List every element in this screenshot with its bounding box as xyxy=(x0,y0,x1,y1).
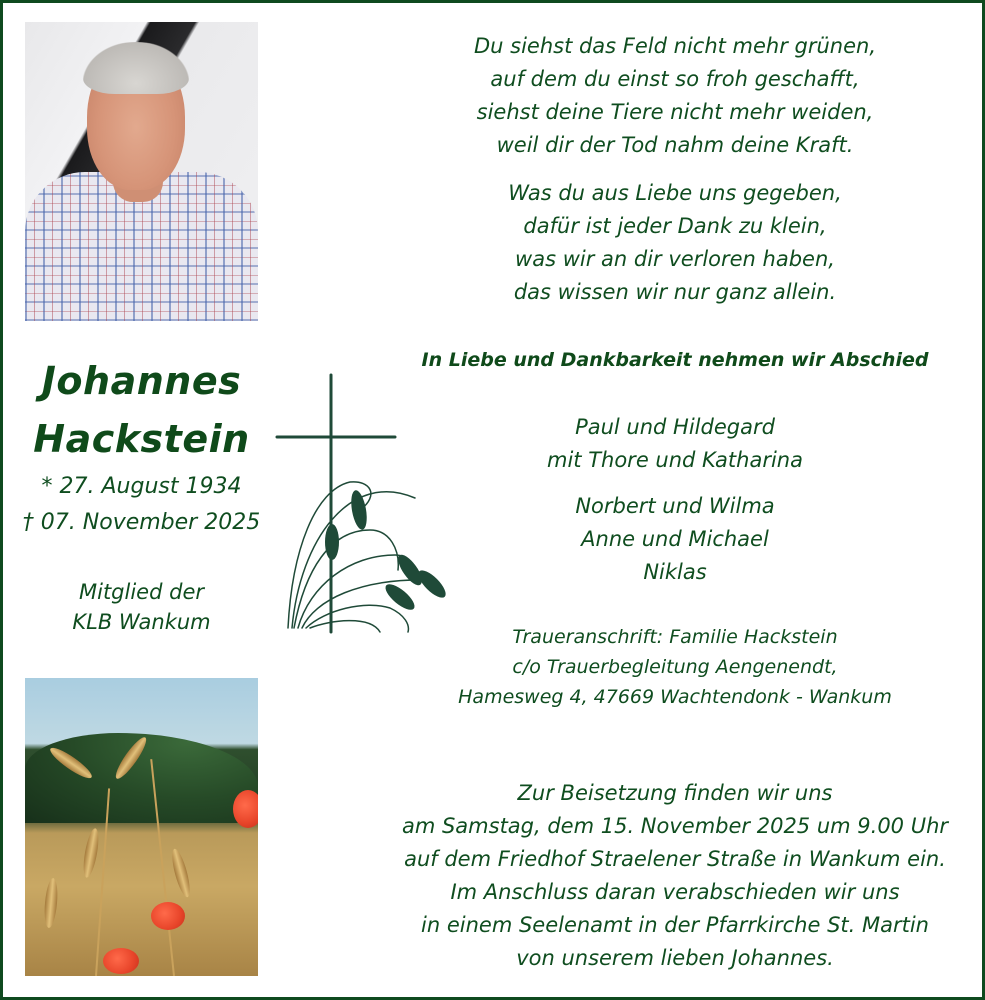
address-line: Hamesweg 4, 47669 Wachtendonk - Wankum xyxy=(458,686,892,708)
funeral-line: Zur Beisetzung finden wir uns xyxy=(517,781,833,805)
poem-line: Du siehst das Feld nicht mehr grünen, xyxy=(473,34,877,58)
mourning-address xyxy=(380,622,970,712)
funeral-line: in einem Seelenamt in der Pfarrkirche St. Martin xyxy=(421,913,929,937)
funeral-line: am Samstag, dem 15. November 2025 um 9.00 Uhr xyxy=(401,814,949,838)
wheat-field-photo xyxy=(25,678,258,976)
poppy-flower xyxy=(103,948,139,974)
wheat-ear xyxy=(43,878,59,929)
membership xyxy=(25,577,258,637)
funeral-info xyxy=(380,777,970,975)
poppy-flower xyxy=(233,790,258,828)
membership-line-1: Mitglied der xyxy=(79,580,204,604)
mourner-line: Niklas xyxy=(643,560,707,584)
last-name: Hackstein xyxy=(33,417,250,461)
poem-line: weil dir der Tod nahm deine Kraft. xyxy=(496,133,854,157)
death-date: † 07. November 2025 xyxy=(22,510,261,535)
mourners-group-2 xyxy=(470,490,880,589)
first-name: Johannes xyxy=(41,359,242,403)
poem-line: was wir an dir verloren haben, xyxy=(515,247,835,271)
mourner-line: Paul und Hildegard xyxy=(575,415,775,439)
poem-line: dafür ist jeder Dank zu klein, xyxy=(523,214,827,238)
portrait-photo xyxy=(25,22,258,321)
funeral-line: von unserem lieben Johannes. xyxy=(516,946,834,970)
poem-stanza-1 xyxy=(380,30,970,162)
poem-line: auf dem du einst so froh geschafft, xyxy=(490,67,860,91)
poem-stanza-2 xyxy=(380,177,970,309)
wheat-ear xyxy=(169,847,194,898)
wheat-ear xyxy=(81,827,102,878)
birth-date: * 27. August 1934 xyxy=(41,474,242,499)
poem-line: siehst deine Tiere nicht mehr weiden, xyxy=(476,100,874,124)
address-line: c/o Trauerbegleitung Aengenendt, xyxy=(512,656,838,678)
deceased-name xyxy=(25,352,258,468)
life-dates xyxy=(15,469,268,541)
farewell-headline: In Liebe und Dankbarkeit nehmen wir Abschied xyxy=(421,349,929,371)
poem-line: das wissen wir nur ganz allein. xyxy=(513,280,837,304)
funeral-line: auf dem Friedhof Straelener Straße in Wankum ein. xyxy=(404,847,946,871)
poem-line: Was du aus Liebe uns gegeben, xyxy=(508,181,842,205)
poppy-flower xyxy=(151,902,185,930)
mourner-line: Anne und Michael xyxy=(581,527,769,551)
hair xyxy=(83,42,189,94)
mourner-line: Norbert und Wilma xyxy=(575,494,775,518)
address-line: Traueranschrift: Familie Hackstein xyxy=(512,626,838,648)
funeral-line: Im Anschluss daran verabschieden wir uns xyxy=(450,880,900,904)
mourners-group-1 xyxy=(470,411,880,477)
cross-with-wheat-icon xyxy=(270,370,460,640)
mourner-line: mit Thore und Katharina xyxy=(547,448,803,472)
membership-line-2: KLB Wankum xyxy=(72,610,211,634)
